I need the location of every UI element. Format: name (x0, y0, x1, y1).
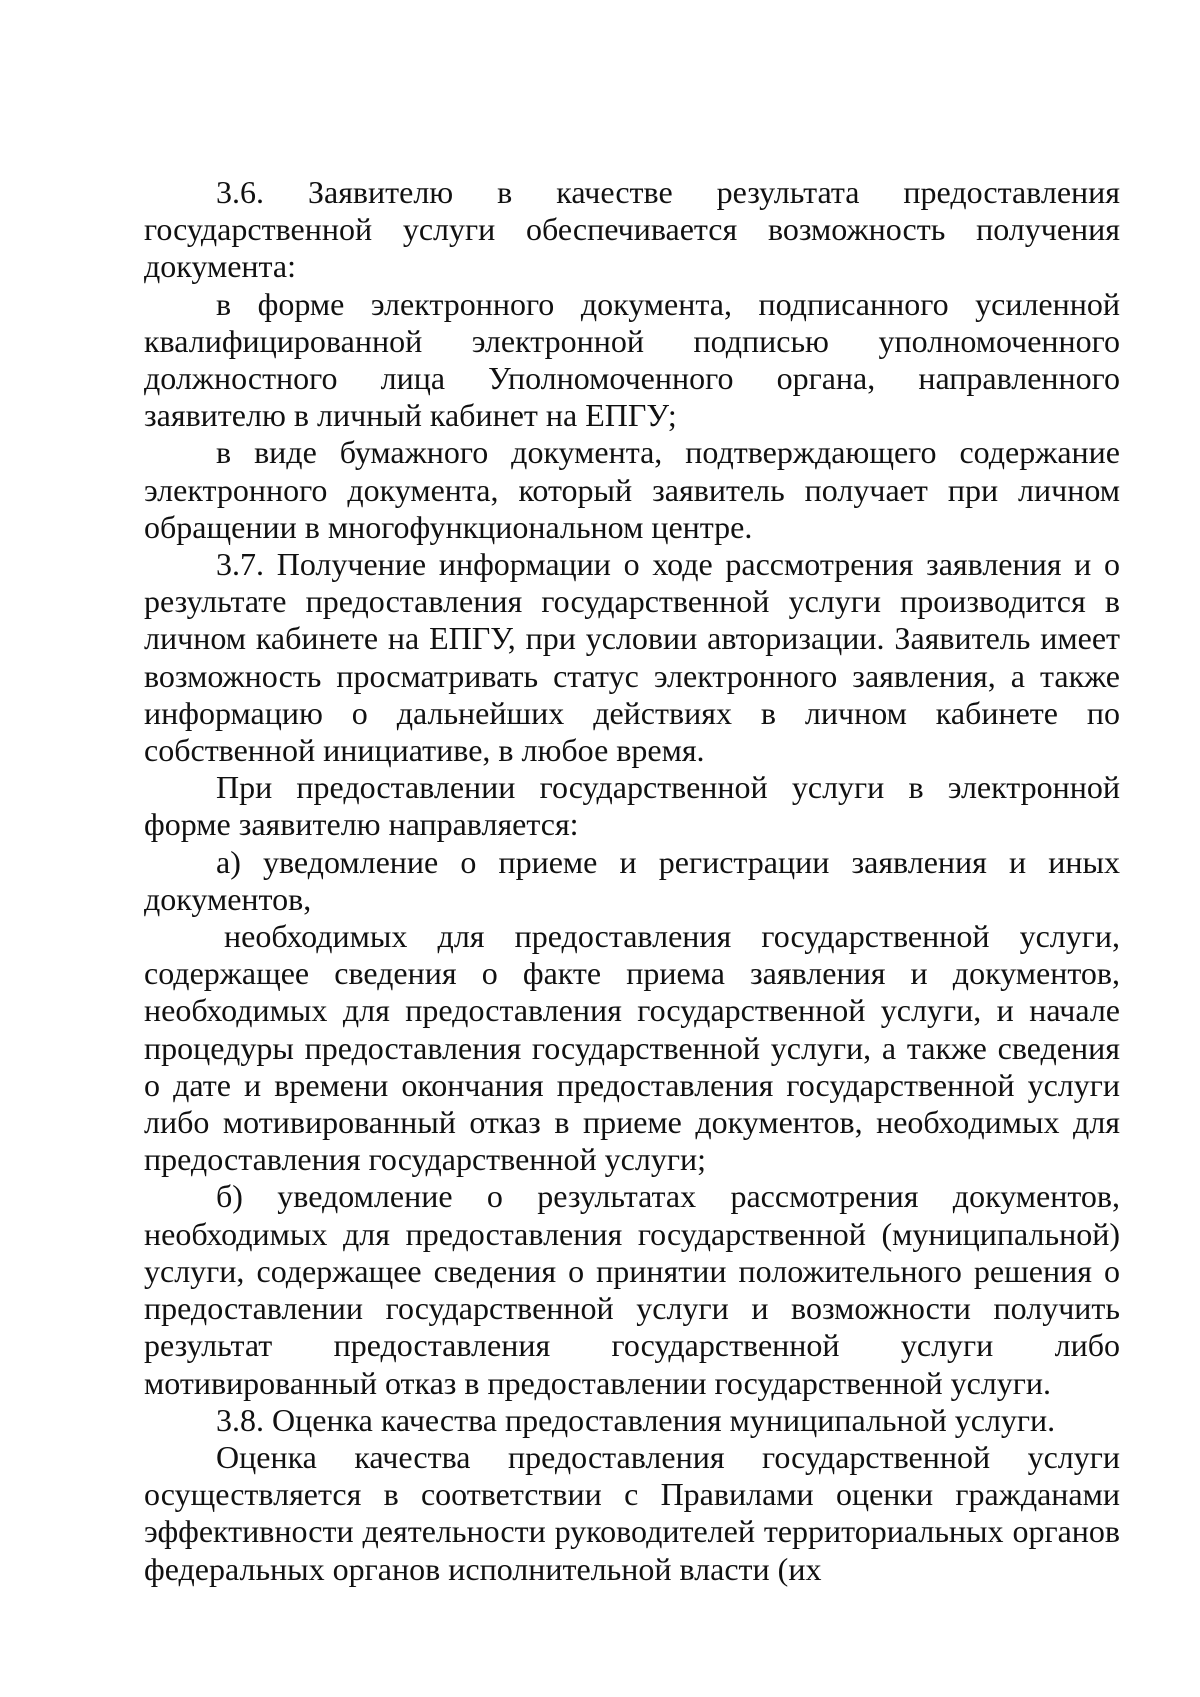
paragraph-item-a: а) уведомление о приеме и регистрации заявления и иных документов, (144, 843, 1120, 917)
paragraph-electronic-notice-intro: При предоставлении государственной услуги в электронной форме заявителю направляется: (144, 769, 1120, 843)
paragraph-quality-assessment: Оценка качества предоставления государственной услуги осуществляется в соответствии с Правилами оценки гражданами эффективности деятельности руководителей территориальных органов федеральных органов исполнительной власти (их (144, 1438, 1120, 1587)
paragraph-3-8: 3.8. Оценка качества предоставления муниципальной услуги. (216, 1401, 1056, 1438)
paragraph-item-b: б) уведомление о результатах рассмотрения документов, необходимых для предоставления государственной (муниципальной) услуги, содержащее сведения о принятии положительного решения о предоставлении государственной услуги и возможности получить результат предоставления государственной услуги либо мотивированный отказ в предоставлении государственной услуги. (144, 1178, 1120, 1401)
paragraph-item-a-continued: необходимых для предоставления государственной услуги, содержащее сведения о факте приема заявления и документов, необходимых для предоставления государственной услуги, и начале процедуры предоставления государственной услуги, а также сведения о дате и времени окончания предоставления государственной услуги либо мотивированный отказ в приеме документов, необходимых для предоставления государственной услуги; (144, 918, 1120, 1178)
paragraph-3-7: 3.7. Получение информации о ходе рассмотрения заявления и о результате предоставления государственной услуги производится в личном кабинете на ЕПГУ, при условии авторизации. Заявитель имеет возможность просматривать статус электронного заявления, а также информацию о дальнейших действиях в личном кабинете по собственной инициативе, в любое время. (144, 546, 1120, 769)
paragraph-paper-form: в виде бумажного документа, подтверждающего содержание электронного документа, который заявитель получает при личном обращении в многофункциональном центре. (144, 434, 1120, 545)
paragraph-electronic-form: в форме электронного документа, подписанного усиленной квалифицированной электронной подписью уполномоченного должностного лица Уполномоченного органа, направленного заявителю в личный кабинет на ЕПГУ; (144, 285, 1120, 434)
document-body (144, 174, 1120, 1588)
paragraph-3-6: 3.6. Заявителю в качестве результата предоставления государственной услуги обеспечивается возможность получения документа: (144, 174, 1120, 285)
